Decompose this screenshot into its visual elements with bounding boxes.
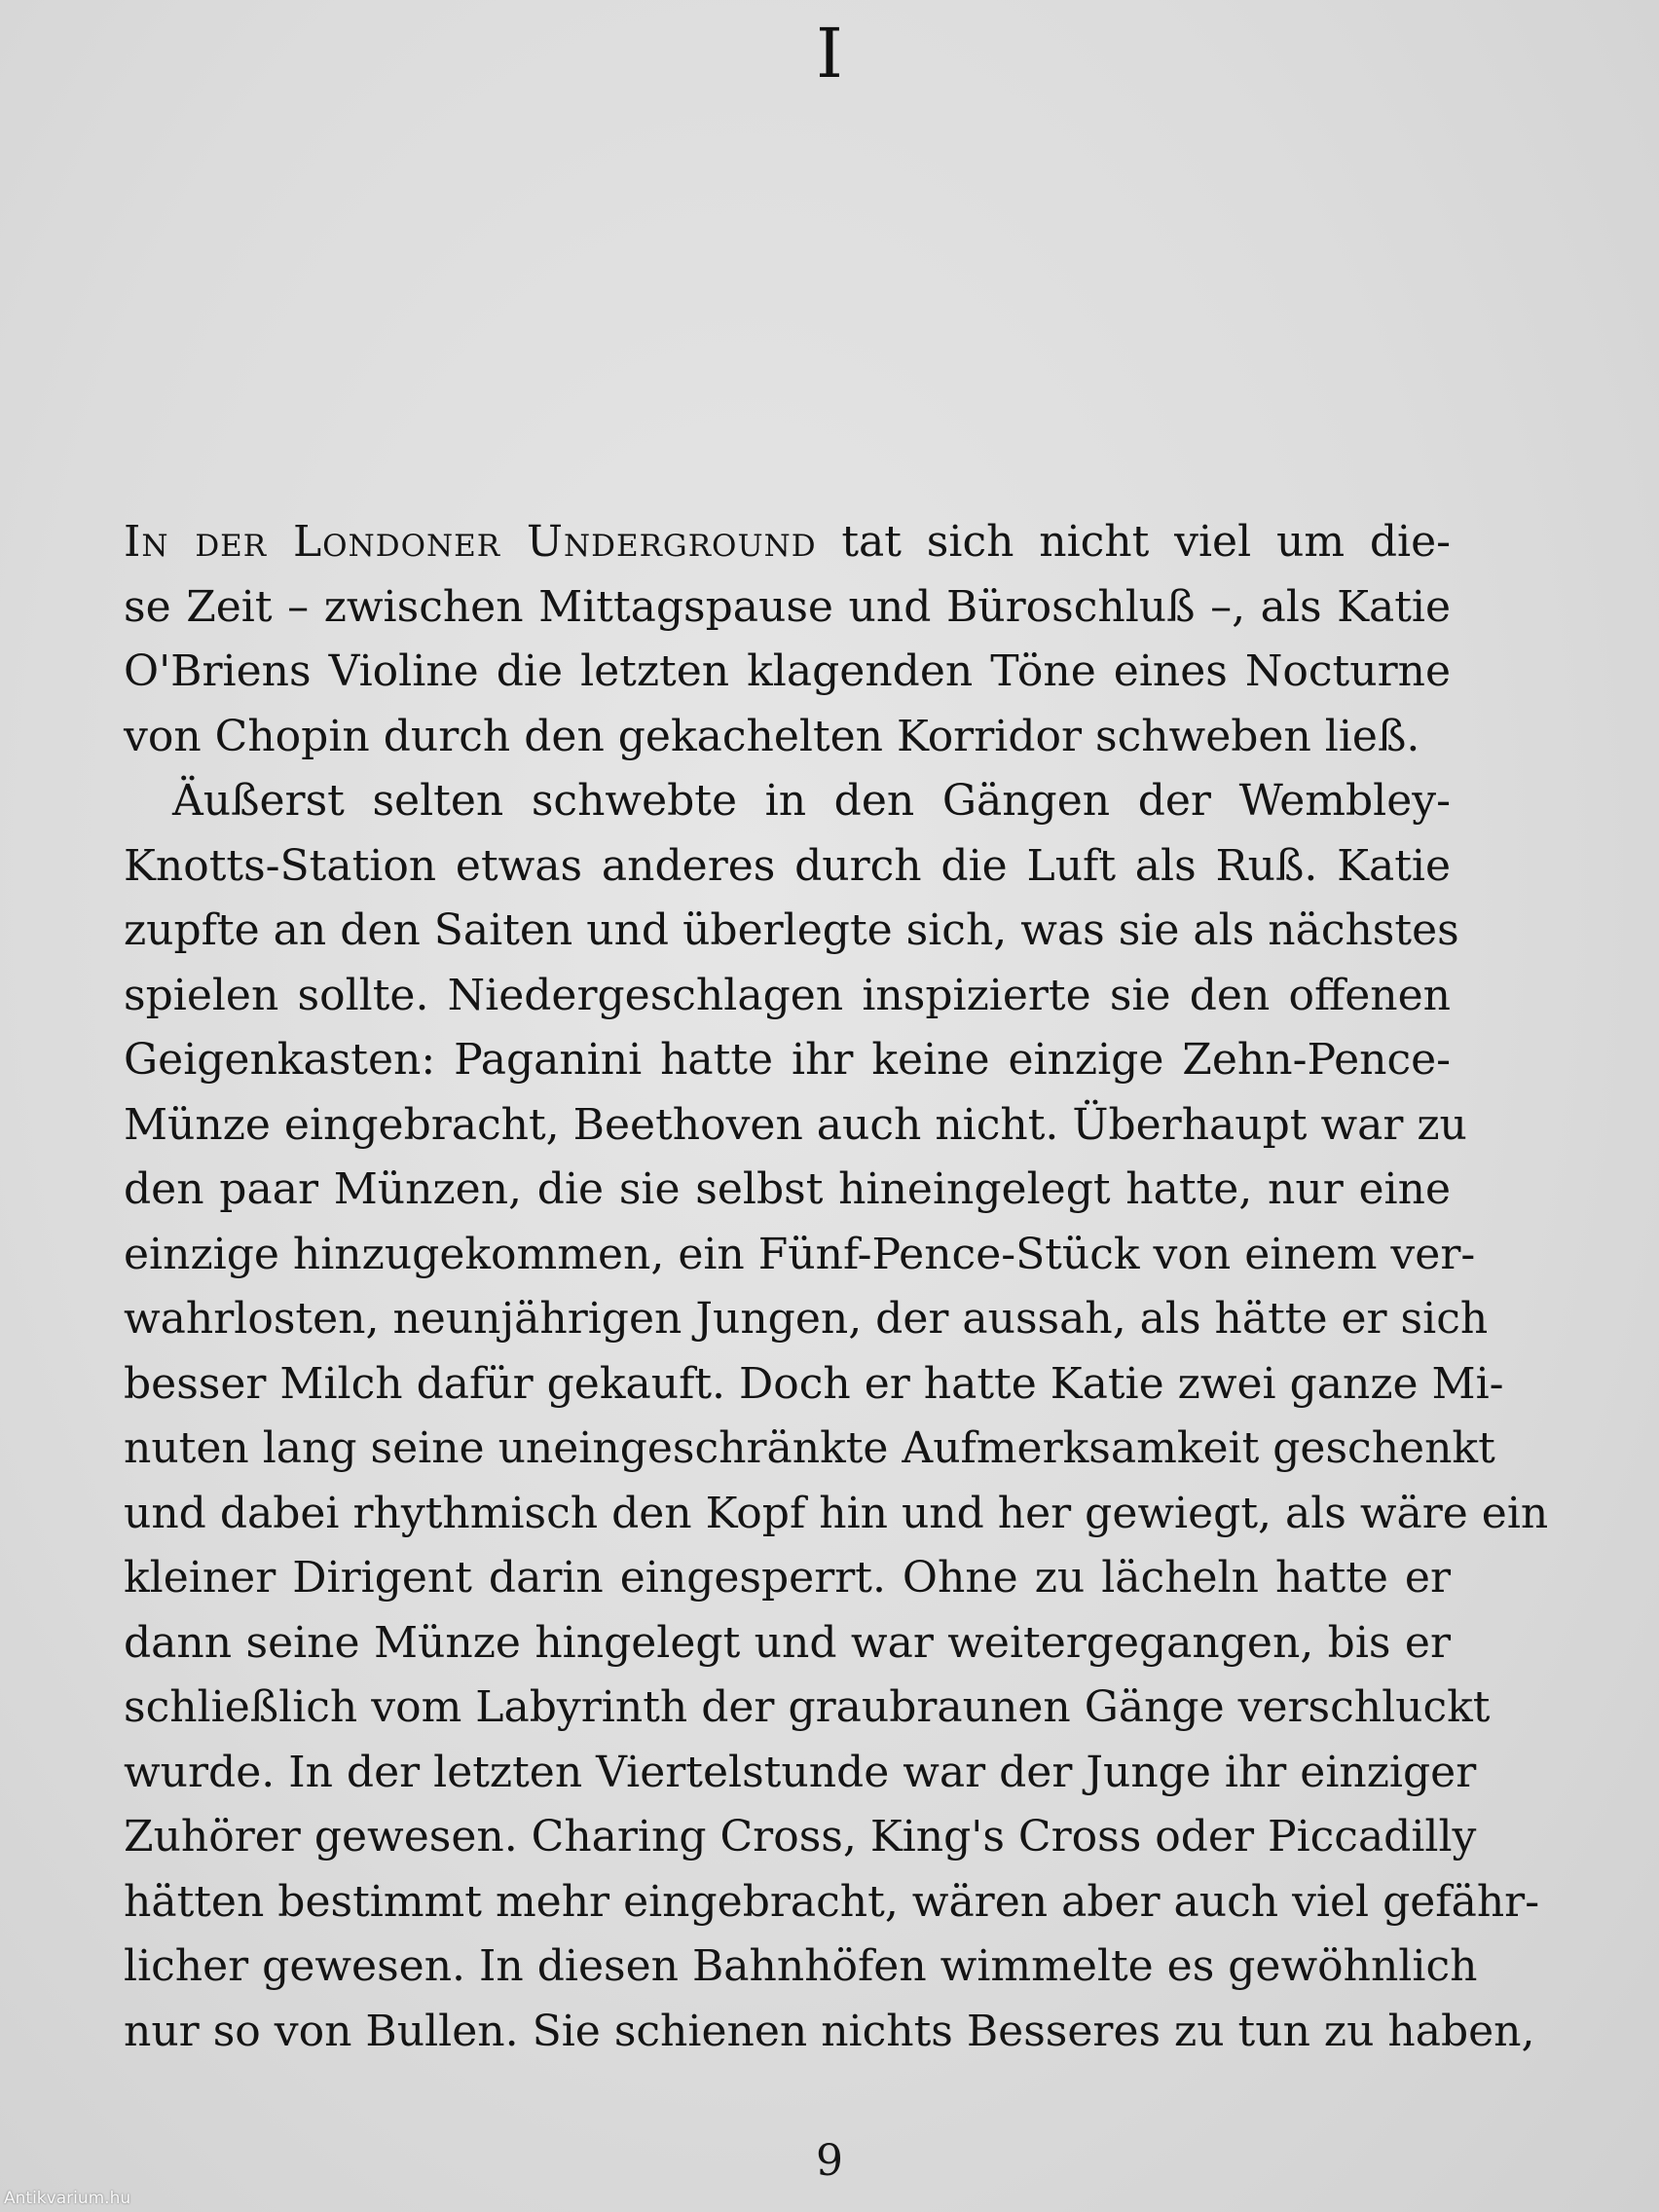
paragraph-1 [124,510,1451,769]
text-line: besser Milch dafür gekauft. Doch er hatte Katie zwei ganze Mi- [124,1358,1504,1409]
text-line: Zuhörer gewesen. Charing Cross, King's Cross oder Piccadilly [124,1812,1477,1862]
body-text [124,510,1549,2064]
opening-smallcaps: In der Londoner Underground [124,517,817,567]
text-line: se Zeit – zwischen Mittagspause und Büroschluß –, als Katie [124,581,1451,632]
text-line: Geigenkasten: Paganini hatte ihr keine einzige Zehn-Pence- [124,1035,1451,1085]
text-line: nur so von Bullen. Sie schienen nichts Besseres zu tun zu haben, [124,2006,1535,2056]
text-line: kleiner Dirigent darin eingesperrt. Ohne zu lächeln hatte er [124,1553,1451,1603]
paragraph-2 [124,769,1549,2064]
text-line: wurde. In der letzten Viertelstunde war der Junge ihr einziger [124,1747,1477,1797]
text-line-fragment: tat sich nicht viel um die- [816,517,1451,567]
text-line: und dabei rhythmisch den Kopf hin und her gewiegt, als wäre ein [124,1488,1549,1538]
text-line: dann seine Münze hingelegt und war weitergegangen, bis er [124,1617,1451,1668]
text-line: von Chopin durch den gekachelten Korridor schweben ließ. [124,711,1420,761]
text-line: nuten lang seine uneingeschränkte Aufmerksamkeit geschenkt [124,1423,1495,1473]
text-line: O'Briens Violine die letzten klagenden Töne eines Nocturne [124,646,1451,696]
text-line: zupfte an den Saiten und überlegte sich, was sie als nächstes [124,905,1459,955]
text-line: wahrlosten, neunjährigen Jungen, der aussah, als hätte er sich [124,1294,1489,1344]
text-line: schließlich vom Labyrinth der graubraunen Gänge verschluckt [124,1682,1491,1732]
text-line: einzige hinzugekommen, ein Fünf-Pence-Stück von einem ver- [124,1229,1476,1279]
text-line: Knotts-Station etwas anderes durch die Luft als Ruß. Katie [124,840,1451,891]
text-line: licher gewesen. In diesen Bahnhöfen wimmelte es gewöhnlich [124,1941,1478,1991]
text-line: Münze eingebracht, Beethoven auch nicht. Überhaupt war zu [124,1099,1467,1150]
watermark: Antikvarium.hu [4,2189,131,2208]
text-line [124,510,1451,575]
text-line: hätten bestimmt mehr eingebracht, wären aber auch viel gefähr- [124,1876,1540,1927]
text-line: Äußerst selten schwebte in den Gängen der Wembley- [172,776,1451,826]
chapter-number: I [816,14,843,93]
text-line: den paar Münzen, die sie selbst hineingelegt hatte, nur eine [124,1164,1451,1214]
page-number: 9 [816,2136,843,2186]
text-line: spielen sollte. Niedergeschlagen inspizierte sie den offenen [124,970,1451,1020]
